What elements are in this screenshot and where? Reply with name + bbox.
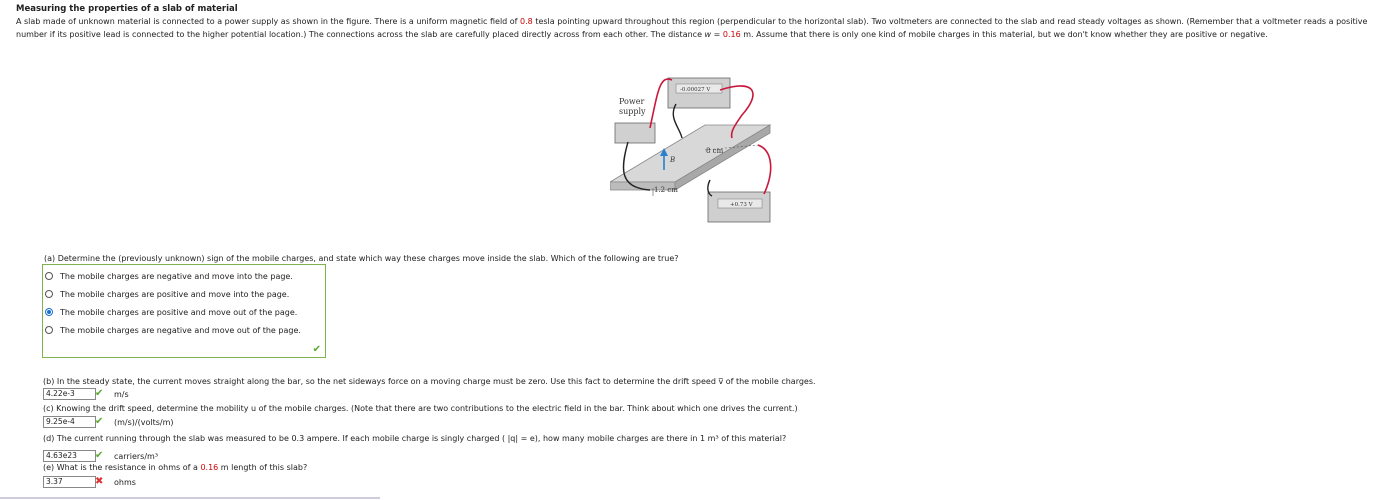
wire-bottom-red [758, 145, 771, 194]
slab-figure [610, 70, 780, 230]
dim-1-2cm: 1.2 cm [654, 186, 678, 194]
dim-8cm: 8 cm [706, 147, 724, 155]
w-value: 0.16 [722, 29, 741, 39]
part-c-unit: (m/s)/(volts/m) [114, 418, 174, 427]
correct-check-icon: ✔ [95, 450, 104, 461]
divider [0, 497, 380, 499]
problem-intro [16, 16, 1378, 41]
b-label: B [670, 156, 676, 164]
incorrect-cross-icon: ✖ [95, 476, 104, 487]
voltmeter-top-reading: -0.00027 V [680, 87, 711, 93]
choice-option-4[interactable] [45, 322, 301, 338]
correct-check-icon: ✔ [312, 344, 321, 355]
part-d-unit: carriers/m³ [114, 452, 159, 461]
part-e-text-2: m length of this slab? [218, 463, 308, 472]
part-a-question: (a) Determine the (previously unknown) sign of the mobile charges, and state which way these charges move inside the slab. Which of the following are true? [44, 254, 679, 263]
power-label-1: Power [619, 97, 645, 106]
part-e-unit: ohms [114, 478, 136, 487]
correct-check-icon: ✔ [95, 416, 104, 427]
part-d-answer-input[interactable]: 4.63e23 [43, 450, 96, 462]
part-b-answer-input[interactable]: 4.22e-3 [43, 388, 96, 400]
choice-option-2[interactable] [45, 286, 289, 302]
part-e-text-1: (e) What is the resistance in ohms of a [43, 463, 201, 472]
voltmeter-bottom-reading: +0.73 V [730, 202, 753, 208]
part-e-length: 0.16 [200, 463, 219, 472]
part-c-answer-input[interactable]: 9.25e-4 [43, 416, 96, 428]
part-b-unit: m/s [114, 390, 129, 399]
power-label-2: supply [619, 107, 646, 116]
w-symbol: w [704, 29, 712, 39]
radio-button[interactable] [45, 272, 53, 280]
part-e-answer-input[interactable]: 3.37 [43, 476, 96, 488]
wire-top-black [673, 104, 682, 138]
part-b-question: (b) In the steady state, the current moves straight along the bar, so the net sideways force on a moving charge must be zero. Use this fact to determine the drift speed v̅ of the mobile charges. [43, 377, 816, 386]
radio-button[interactable] [45, 326, 53, 334]
problem-title: Measuring the properties of a slab of material [16, 4, 238, 14]
part-a-choices [42, 264, 326, 358]
choice-option-1[interactable] [45, 268, 293, 284]
radio-button-selected[interactable] [45, 308, 53, 316]
choice-label: The mobile charges are negative and move into the page. [60, 271, 293, 281]
radio-button[interactable] [45, 290, 53, 298]
intro-text-3: = [711, 29, 723, 39]
power-supply-box [615, 123, 655, 143]
choice-label: The mobile charges are negative and move out of the page. [60, 325, 301, 335]
intro-text-4: m. Assume that there is only one kind of mobile charges in this material, but we don't know whether they are positive or negative. [740, 29, 1268, 39]
intro-text-2: tesla pointing upward throughout this region (perpendicular to the horizontal slab). Two voltmeters are connected to the slab and read steady voltages as shown. (Remember that a voltmeter reads a positive number if its positive lead is connected to the higher potential location.) The connections across the slab are carefully placed directly across from each other. The distance [16, 17, 1368, 39]
intro-text-1: A slab made of unknown material is connected to a power supply as shown in the figure. There is a uniform magnetic field of [16, 17, 521, 26]
part-d-question: (d) The current running through the slab was measured to be 0.3 ampere. If each mobile charge is singly charged ( |q| = e), how many mobile charges are there in 1 m³ of this material? [43, 434, 787, 443]
part-e-question [43, 463, 307, 472]
part-c-question: (c) Knowing the drift speed, determine the mobility u of the mobile charges. (Note that there are two contributions to the electric field in the bar. Think about which one drives the current.) [43, 404, 798, 413]
correct-check-icon: ✔ [95, 388, 104, 399]
choice-label: The mobile charges are positive and move into the page. [60, 289, 290, 299]
choice-label: The mobile charges are positive and move out of the page. [60, 307, 298, 317]
choice-option-3[interactable] [45, 304, 297, 320]
field-value: 0.8 [520, 17, 533, 26]
